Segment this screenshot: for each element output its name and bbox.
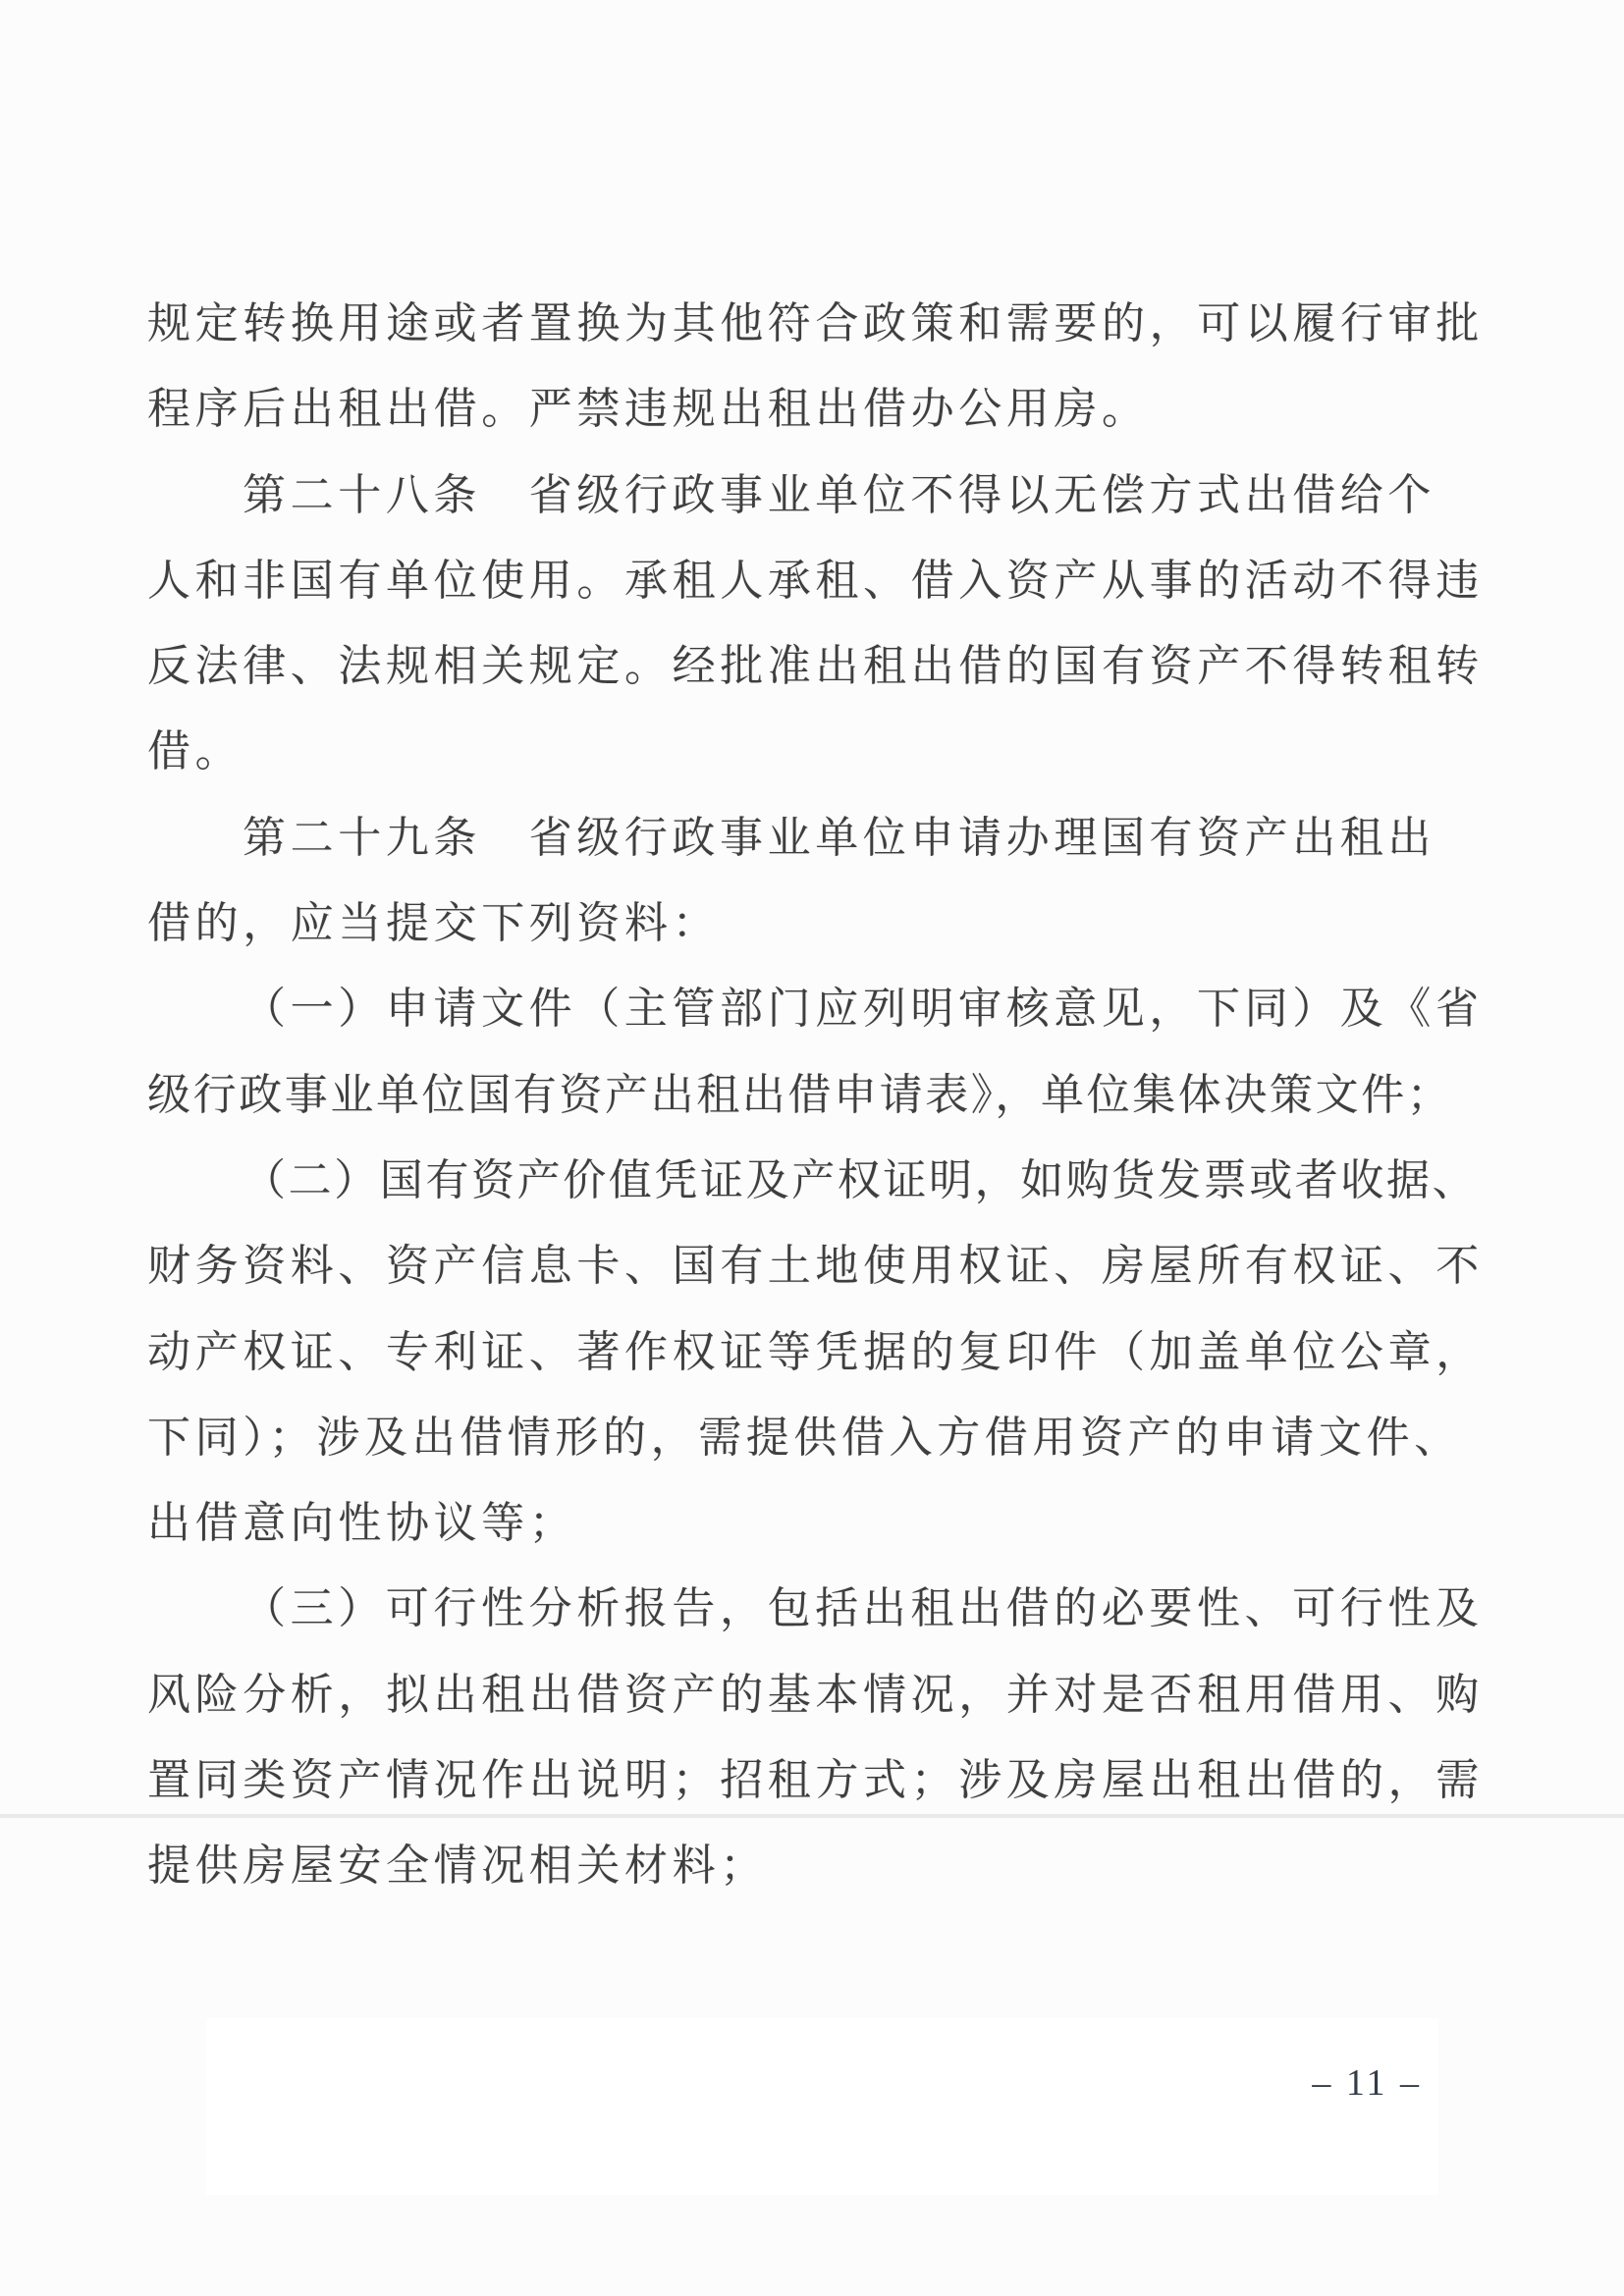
text-line: 出借意向性协议等； bbox=[147, 1499, 577, 1548]
scan-artifact-line bbox=[0, 1814, 1624, 1818]
text-line: 提供房屋安全情况相关材料； bbox=[147, 1842, 768, 1891]
text-line: 动产权证、专利证、著作权证等凭据的复印件（加盖单位公章， bbox=[147, 1327, 1484, 1376]
document-text-block bbox=[147, 281, 1494, 1909]
text-line: 借。 bbox=[147, 727, 244, 776]
text-line: 财务资料、资产信息卡、国有土地使用权证、房屋所有权证、不 bbox=[147, 1242, 1484, 1291]
text-line-article-29: 第二十九条 省级行政事业单位申请办理国有资产出租出 bbox=[243, 813, 1435, 862]
text-line: 置同类资产情况作出说明；招租方式；涉及房屋出租出借的，需 bbox=[147, 1756, 1484, 1805]
text-line-item-1: （一）申请文件（主管部门应列明审核意见，下同）及《省 bbox=[243, 985, 1484, 1034]
text-line: 人和非国有单位使用。承租人承租、借入资产从事的活动不得违 bbox=[147, 556, 1484, 605]
text-line: 级行政事业单位国有资产出租出借申请表》，单位集体决策文件； bbox=[147, 1070, 1453, 1119]
text-line: 下同）；涉及出借情形的，需提供借入方借用资产的申请文件、 bbox=[147, 1413, 1462, 1462]
scan-artifact-patch bbox=[206, 2018, 1438, 2195]
text-line-item-3: （三）可行性分析报告，包括出租出借的必要性、可行性及 bbox=[243, 1584, 1484, 1633]
text-line: 反法律、法规相关规定。经批准出租出借的国有资产不得转租转 bbox=[147, 642, 1484, 691]
text-line: 借的，应当提交下列资料： bbox=[147, 899, 721, 948]
text-line: 规定转换用途或者置换为其他符合政策和需要的，可以履行审批 bbox=[147, 299, 1484, 347]
text-line-article-28: 第二十八条 省级行政事业单位不得以无偿方式出借给个 bbox=[243, 470, 1435, 519]
text-line: 风险分析，拟出租出借资产的基本情况，并对是否租用借用、购 bbox=[147, 1670, 1484, 1719]
text-line-item-2: （二）国有资产价值凭证及产权证明，如购货发票或者收据、 bbox=[243, 1155, 1479, 1204]
text-line: 程序后出租出借。严禁违规出租出借办公用房。 bbox=[147, 385, 1150, 434]
page-number: – 11 – bbox=[1312, 2062, 1422, 2104]
